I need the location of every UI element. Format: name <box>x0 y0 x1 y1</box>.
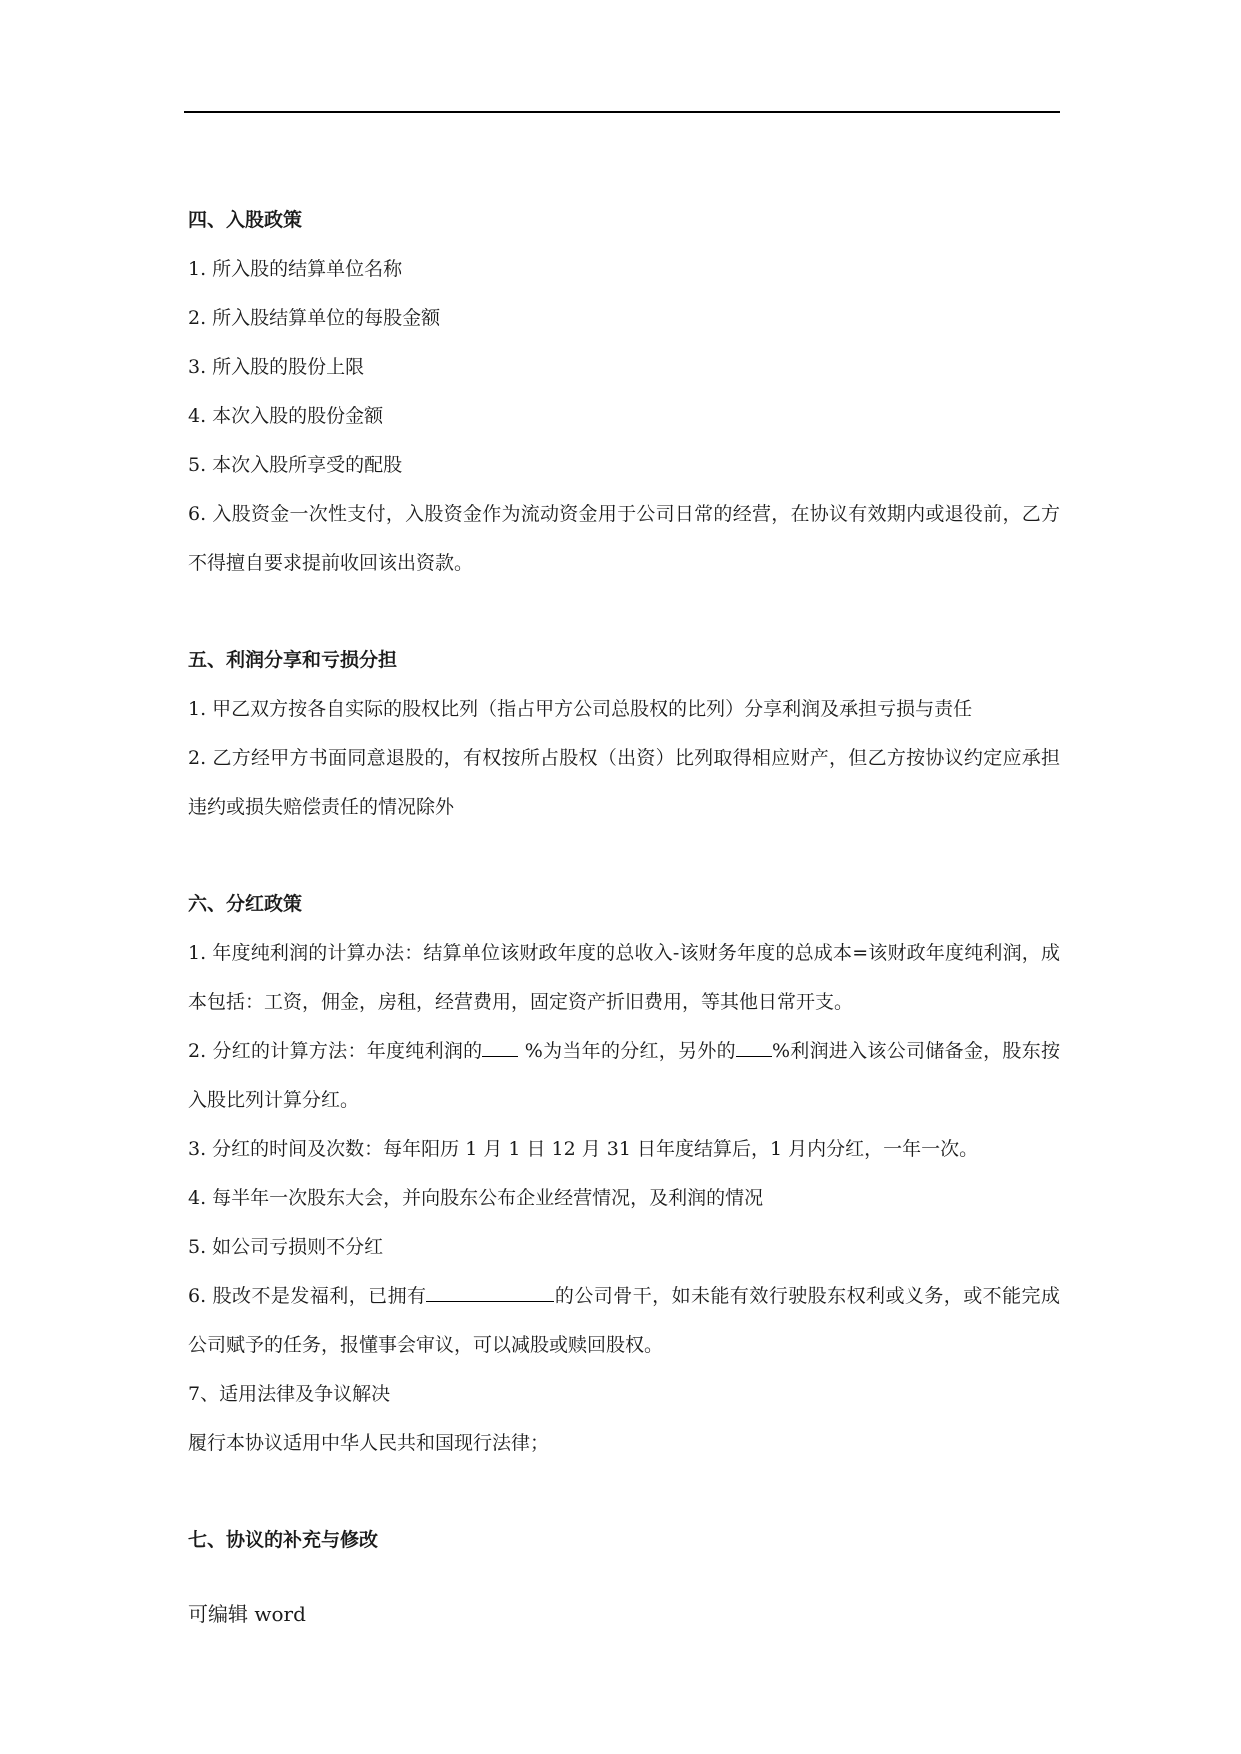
paragraph: 履行本协议适用中华人民共和国现行法律； <box>188 1432 550 1454</box>
header-rule <box>184 111 1060 113</box>
section-profit-loss <box>188 636 1060 832</box>
list-item: 1. 所入股的结算单位名称 <box>188 258 403 280</box>
list-item <box>188 1272 1060 1370</box>
section-heading: 四、入股政策 <box>188 209 303 231</box>
list-item: 4. 本次入股的股份金额 <box>188 405 384 427</box>
item-text: 的公司骨干，如未能有效行驶股东权利或义务，或不能完成公司赋予的任务，报懂事会审议，可以减股或赎回股权。 <box>188 1285 1060 1356</box>
fill-blank[interactable] <box>482 1038 518 1057</box>
list-item: 1. 年度纯利润的计算办法：结算单位该财政年度的总收入-该财务年度的总成本=该财政年度纯利润，成本包括：工资，佣金，房租，经营费用，固定资产折旧费用，等其他日常开支。 <box>188 942 1060 1013</box>
list-item: 6. 入股资金一次性支付，入股资金作为流动资金用于公司日常的经营，在协议有效期内或退役前，乙方不得擅自要求提前收回该出资款。 <box>188 503 1060 574</box>
list-item <box>188 1027 1060 1125</box>
item-text: %利润进入该公司储备金，股东按入股比列计算分红。 <box>188 1040 1060 1111</box>
list-item: 5. 本次入股所享受的配股 <box>188 454 403 476</box>
item-text: 6. 股改不是发福利，已拥有 <box>188 1285 427 1307</box>
section-amendment <box>188 1516 1060 1565</box>
section-heading: 七、协议的补充与修改 <box>188 1529 379 1551</box>
section-dividend-policy <box>188 880 1060 1468</box>
section-heading: 五、利润分享和亏损分担 <box>188 649 398 671</box>
list-item: 3. 所入股的股份上限 <box>188 356 365 378</box>
list-item: 3. 分红的时间及次数：每年阳历 1 月 1 日 12 月 31 日年度结算后，1 月内分红，一年一次。 <box>188 1138 979 1160</box>
item-text: 2. 分红的计算方法：年度纯利润的 <box>188 1040 483 1062</box>
list-item: 4. 每半年一次股东大会，并向股东公布企业经营情况，及利润的情况 <box>188 1187 764 1209</box>
list-item: 1. 甲乙双方按各自实际的股权比列（指占甲方公司总股权的比列）分享利润及承担亏损与责任 <box>188 698 973 720</box>
list-item: 5. 如公司亏损则不分红 <box>188 1236 384 1258</box>
item-text: %为当年的分红，另外的 <box>518 1040 736 1062</box>
list-item: 2. 所入股结算单位的每股金额 <box>188 307 441 329</box>
section-share-policy <box>188 196 1060 588</box>
footer-label: 可编辑 word <box>188 1602 306 1626</box>
document-body <box>188 196 1060 1565</box>
list-item: 2. 乙方经甲方书面同意退股的，有权按所占股权（出资）比列取得相应财产，但乙方按协议约定应承担违约或损失赔偿责任的情况除外 <box>188 747 1060 818</box>
fill-blank[interactable] <box>736 1038 772 1057</box>
fill-blank[interactable] <box>426 1283 554 1302</box>
section-heading: 六、分红政策 <box>188 893 303 915</box>
subheading: 7、适用法律及争议解决 <box>188 1383 391 1405</box>
